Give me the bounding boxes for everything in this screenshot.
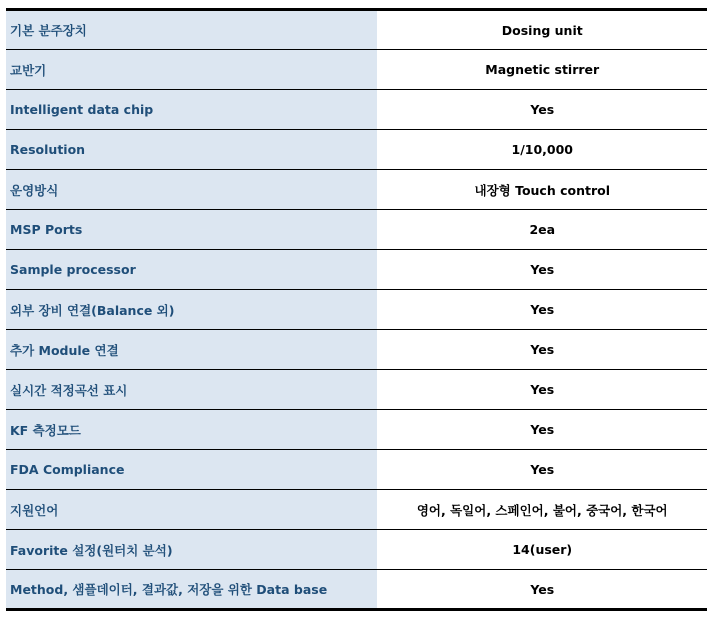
row-value: 2ea: [377, 210, 707, 250]
table-row: [6, 170, 707, 210]
row-value: 1/10,000: [377, 130, 707, 170]
row-label: 실시간 적정곡선 표시: [6, 370, 377, 410]
row-label: MSP Ports: [6, 210, 377, 250]
row-value: Yes: [377, 370, 707, 410]
row-label: Intelligent data chip: [6, 90, 377, 130]
row-value: 14(user): [377, 530, 707, 570]
row-label: FDA Compliance: [6, 450, 377, 490]
table-row: [6, 210, 707, 250]
table-row: [6, 130, 707, 170]
row-label: Method, 샘플데이터, 결과값, 저장을 위한 Data base: [6, 570, 377, 610]
row-label: 외부 장비 연결(Balance 외): [6, 290, 377, 330]
row-value: Yes: [377, 290, 707, 330]
table-row: [6, 450, 707, 490]
table-row: [6, 330, 707, 370]
table-row: [6, 10, 707, 50]
row-label: 교반기: [6, 50, 377, 90]
table-row: [6, 90, 707, 130]
row-value: Yes: [377, 410, 707, 450]
row-value: Yes: [377, 450, 707, 490]
row-label: KF 측정모드: [6, 410, 377, 450]
row-value: Yes: [377, 570, 707, 610]
table-row: [6, 410, 707, 450]
row-value: Yes: [377, 90, 707, 130]
table-row: [6, 490, 707, 530]
table-row: [6, 290, 707, 330]
row-label: 운영방식: [6, 170, 377, 210]
table-row: [6, 530, 707, 570]
table-row: [6, 570, 707, 610]
row-label: Sample processor: [6, 250, 377, 290]
table-row: [6, 370, 707, 410]
row-label: 지원언어: [6, 490, 377, 530]
row-label: 추가 Module 연결: [6, 330, 377, 370]
row-label: Resolution: [6, 130, 377, 170]
table-row: [6, 50, 707, 90]
row-label: Favorite 설정(원터치 분석): [6, 530, 377, 570]
row-value: 내장형 Touch control: [377, 170, 707, 210]
spec-table: [6, 8, 707, 611]
table-row: [6, 250, 707, 290]
row-value: Yes: [377, 330, 707, 370]
row-value: Dosing unit: [377, 10, 707, 50]
row-value: Yes: [377, 250, 707, 290]
spec-table-body: [6, 10, 707, 610]
row-label: 기본 분주장치: [6, 10, 377, 50]
row-value: Magnetic stirrer: [377, 50, 707, 90]
row-value: 영어, 독일어, 스페인어, 불어, 중국어, 한국어: [377, 490, 707, 530]
